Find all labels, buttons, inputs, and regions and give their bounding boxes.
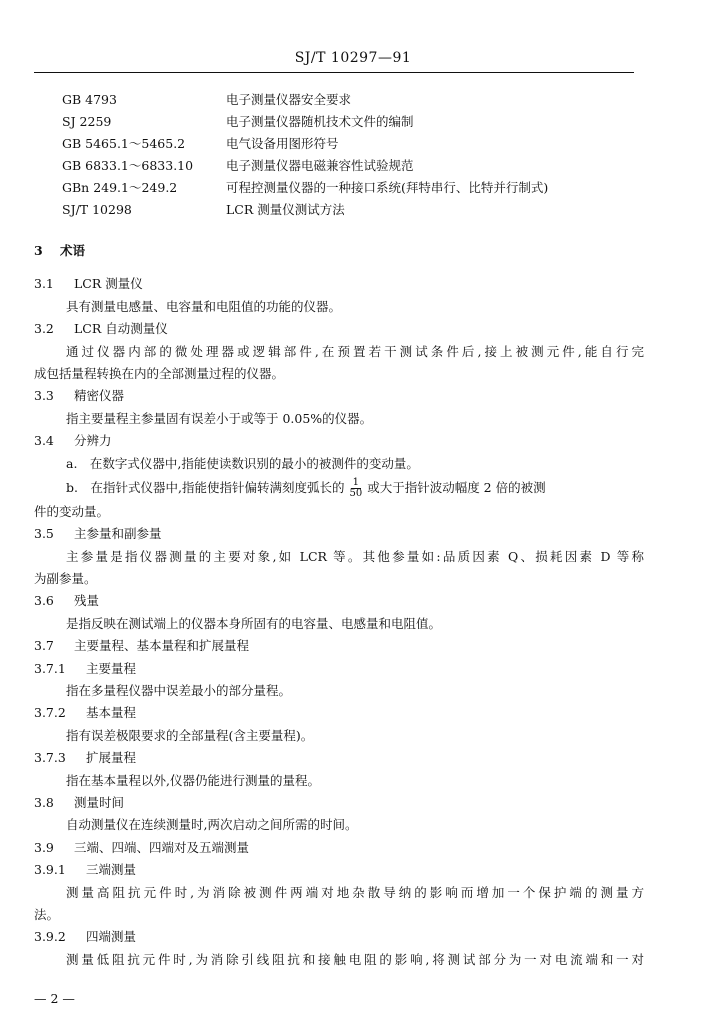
term-heading (34, 318, 644, 340)
term-number: 3.7.3 (34, 750, 66, 766)
term-number: 3.3 (34, 388, 54, 404)
spacer (34, 262, 644, 273)
reference-row (62, 110, 662, 132)
term-heading (34, 658, 644, 680)
reference-row (62, 176, 662, 198)
section-heading (34, 240, 644, 262)
reference-title: 电子测量仪器安全要求 (226, 92, 352, 107)
term-definition-continued: 件的变动量。 (34, 503, 110, 519)
term-title: LCR 测量仪 (74, 276, 143, 292)
reference-code: GB 6833.1～6833.10 (62, 158, 194, 173)
header-rule (34, 72, 634, 73)
reference-row (62, 198, 662, 220)
reference-code: GB 4793 (62, 91, 117, 107)
section-title: 术语 (60, 243, 86, 258)
term-title: LCR 自动测量仪 (74, 321, 168, 337)
term-title: 主要量程、基本量程和扩展量程 (74, 638, 250, 654)
reference-title: 可程控测量仪器的一种接口系统(拜特串行、比特并行制式) (226, 180, 549, 195)
term-heading (34, 273, 644, 295)
term-definition: 指在多量程仪器中误差最小的部分量程。 (66, 683, 292, 699)
reference-code: SJ/T 10298 (62, 201, 132, 217)
term-definition: 测量高阻抗元件时,为消除被测件两端对地杂散导纳的影响而增加一个保护端的测量方 (66, 884, 644, 900)
term-definition-continued: 成包括量程转换在内的全部测量过程的仪器。 (34, 365, 285, 381)
term-heading (34, 523, 644, 545)
reference-code: SJ 2259 (62, 113, 112, 129)
reference-code: GB 5465.1～5465.2 (62, 136, 186, 151)
section-number: 3 (34, 243, 43, 258)
fraction-denominator: 50 (349, 487, 363, 499)
reference-title: 电子测量仪器电磁兼容性试验规范 (226, 158, 414, 173)
term-title: 扩展量程 (86, 750, 137, 766)
term-title: 精密仪器 (74, 388, 125, 404)
term-title: 主要量程 (86, 660, 137, 676)
term-definition: 具有测量电感量、电容量和电阻值的功能的仪器。 (66, 298, 342, 314)
list-item-b-text-after: 或大于指针波动幅度 2 倍的被测 (367, 479, 546, 495)
reference-row (62, 132, 662, 154)
term-number: 3.2 (34, 321, 54, 337)
list-item-a: a. 在数字式仪器中,指能使读数识别的最小的被测件的变动量。 (66, 455, 419, 471)
term-heading (34, 837, 644, 859)
term-definition: 指主要量程主参量固有误差小于或等于 0.05%的仪器。 (66, 410, 373, 426)
fraction (347, 478, 364, 499)
term-definition: 是指反映在测试端上的仪器本身所固有的电容量、电感量和电阻值。 (66, 615, 442, 631)
term-number: 3.7.2 (34, 705, 66, 721)
term-heading (34, 859, 644, 881)
term-heading (34, 590, 644, 612)
term-number: 3.7 (34, 638, 54, 654)
reference-title: 电气设备用图形符号 (226, 136, 339, 151)
term-definition: 指有误差极限要求的全部量程(含主要量程)。 (66, 727, 314, 743)
term-heading (34, 702, 644, 724)
term-title: 测量时间 (74, 794, 125, 810)
term-title: 主参量和副参量 (74, 526, 162, 542)
reference-row (62, 154, 662, 176)
term-heading (34, 926, 644, 948)
term-definition: 主参量是指仪器测量的主要对象,如 LCR 等。其他参量如:品质因素 Q、损耗因素 D 等称 (66, 548, 644, 564)
fraction-numerator: 1 (352, 476, 359, 488)
page-number: — 2 — (34, 991, 75, 1006)
term-title: 基本量程 (86, 705, 137, 721)
term-number: 3.9.2 (34, 929, 66, 945)
term-definition-continued: 为副参量。 (34, 571, 97, 587)
term-title: 残量 (74, 593, 100, 609)
term-definition: 自动测量仪在连续测量时,两次启动之间所需的时间。 (66, 817, 358, 833)
term-number: 3.1 (34, 276, 54, 292)
term-number: 3.6 (34, 593, 54, 609)
term-definition: 指在基本量程以外,仪器仍能进行测量的量程。 (66, 772, 320, 788)
reference-row (62, 88, 662, 110)
term-title: 分辨力 (74, 433, 112, 449)
reference-title: 电子测量仪器随机技术文件的编制 (226, 114, 414, 129)
list-item-b-text: b. 在指针式仪器中,指能使指针偏转满刻度弧长的 (66, 479, 345, 495)
term-definition-continued: 法。 (34, 906, 60, 922)
term-number: 3.5 (34, 526, 54, 542)
term-title: 四端测量 (86, 929, 137, 945)
term-heading (34, 792, 644, 814)
term-title: 三端、四端、四端对及五端测量 (74, 839, 250, 855)
page-header: SJ/T 10297—91 (294, 50, 412, 66)
term-heading (34, 430, 644, 452)
term-heading (34, 385, 644, 407)
term-title: 三端测量 (86, 862, 137, 878)
term-definition: 通过仪器内部的微处理器或逻辑部件,在预置若干测试条件后,接上被测元件,能自行完 (66, 343, 644, 359)
term-number: 3.8 (34, 794, 54, 810)
term-number: 3.9 (34, 839, 54, 855)
term-heading (34, 635, 644, 657)
term-number: 3.4 (34, 433, 54, 449)
term-definition: 测量低阻抗元件时,为消除引线阻抗和接触电阻的影响,将测试部分为一对电流端和一对 (66, 951, 644, 967)
term-number: 3.7.1 (34, 660, 66, 676)
reference-list (62, 88, 662, 220)
term-heading (34, 747, 644, 769)
reference-code: GBn 249.1～249.2 (62, 180, 178, 195)
document-body (34, 240, 644, 971)
list-item-b (34, 475, 644, 501)
term-number: 3.9.1 (34, 862, 66, 878)
reference-title: LCR 测量仪测试方法 (226, 202, 345, 217)
